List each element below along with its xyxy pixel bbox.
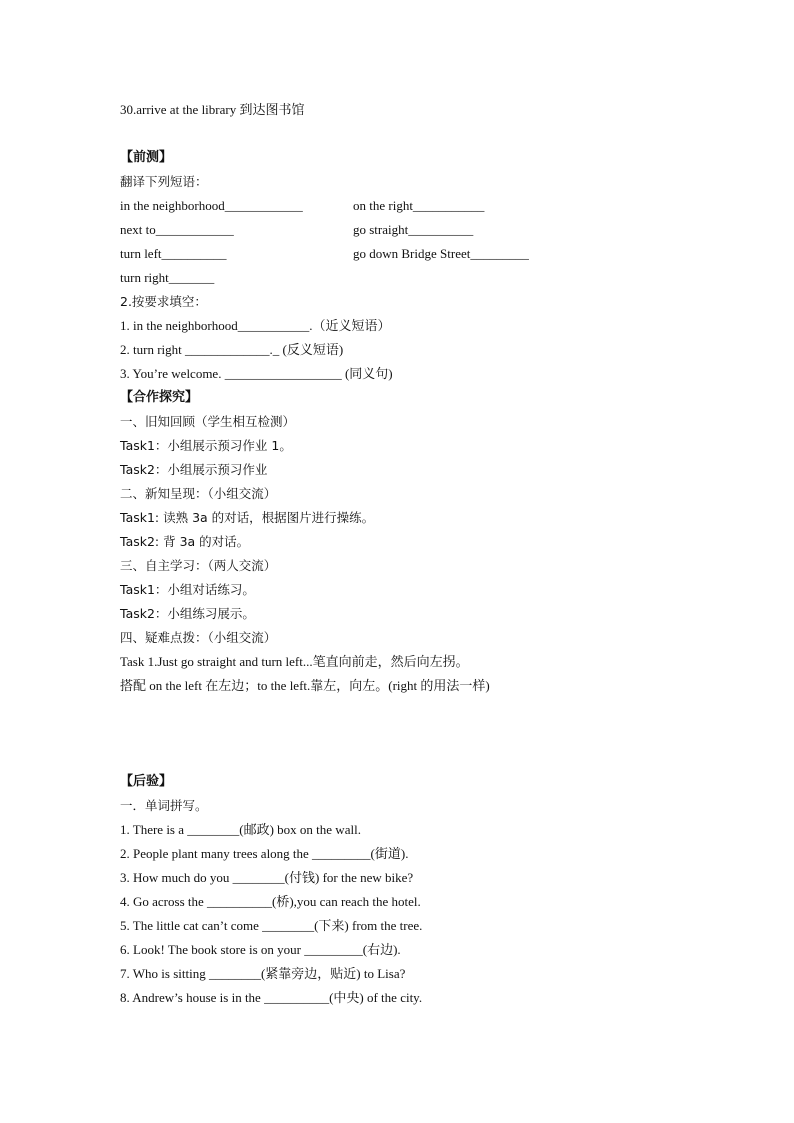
coop-line: Task1: 读熟 3a 的对话，根据图片进行操练。 bbox=[120, 510, 375, 525]
coop-line: Task2：小组练习展示。 bbox=[120, 606, 255, 621]
spelling-item: 8. Andrew’s house is in the __________(中央) of the city. bbox=[120, 990, 423, 1005]
coop-line: 搭配 on the left 在左边；to the left.靠左，向左。(right 的用法一样) bbox=[120, 678, 490, 693]
spelling-item: 7. Who is sitting ________(紧靠旁边，贴近) to Lisa? bbox=[120, 966, 406, 981]
phrase-item: turn left__________ bbox=[120, 246, 227, 261]
spelling-item: 2. People plant many trees along the _________(街道). bbox=[120, 846, 409, 861]
phrase-item: in the neighborhood____________ bbox=[120, 198, 303, 213]
phrase-item: go straight__________ bbox=[353, 222, 474, 237]
coop-line: 三、自主学习：（两人交流） bbox=[120, 558, 277, 573]
phrase-item: on the right___________ bbox=[353, 198, 485, 213]
posttest-instruction: 一．单词拼写。 bbox=[120, 798, 208, 813]
spelling-item: 6. Look! The book store is on your _________(右边). bbox=[120, 942, 401, 957]
coop-line: Task2: 背 3a 的对话。 bbox=[120, 534, 250, 549]
coop-line: 一、旧知回顾（学生相互检测） bbox=[120, 414, 296, 429]
coop-line: Task1：小组对话练习。 bbox=[120, 582, 255, 597]
phrase-item: go down Bridge Street_________ bbox=[353, 246, 529, 261]
coop-line: Task 1.Just go straight and turn left...笔直向前走，然后向左拐。 bbox=[120, 654, 469, 669]
coop-line: 二、新知呈现：（小组交流） bbox=[120, 486, 277, 501]
phrase-item: next to____________ bbox=[120, 222, 234, 237]
pretest-header: 【前测】 bbox=[120, 150, 173, 165]
fill-item: 1. in the neighborhood___________.（近义短语） bbox=[120, 318, 391, 333]
coop-header: 【合作探究】 bbox=[120, 390, 199, 405]
vocab-line-30: 30.arrive at the library 到达图书馆 bbox=[120, 102, 305, 117]
spelling-item: 4. Go across the __________(桥),you can reach the hotel. bbox=[120, 894, 421, 909]
coop-line: 四、疑难点拨：（小组交流） bbox=[120, 630, 277, 645]
posttest-header: 【后验】 bbox=[120, 774, 173, 789]
coop-line: Task2：小组展示预习作业 bbox=[120, 462, 268, 477]
coop-line: Task1：小组展示预习作业 1。 bbox=[120, 438, 292, 453]
phrase-item: turn right_______ bbox=[120, 270, 215, 285]
pretest-instruction-2: 2.按要求填空： bbox=[120, 294, 207, 309]
fill-item: 3. You’re welcome. __________________ (同义句) bbox=[120, 366, 393, 381]
spelling-item: 1. There is a ________(邮政) box on the wall. bbox=[120, 822, 361, 837]
fill-item: 2. turn right _____________._ (反义短语) bbox=[120, 342, 344, 357]
pretest-instruction-1: 翻译下列短语： bbox=[120, 174, 208, 189]
spelling-item: 3. How much do you ________(付钱) for the new bike? bbox=[120, 870, 414, 885]
spelling-item: 5. The little cat can’t come ________(下来) from the tree. bbox=[120, 918, 423, 933]
